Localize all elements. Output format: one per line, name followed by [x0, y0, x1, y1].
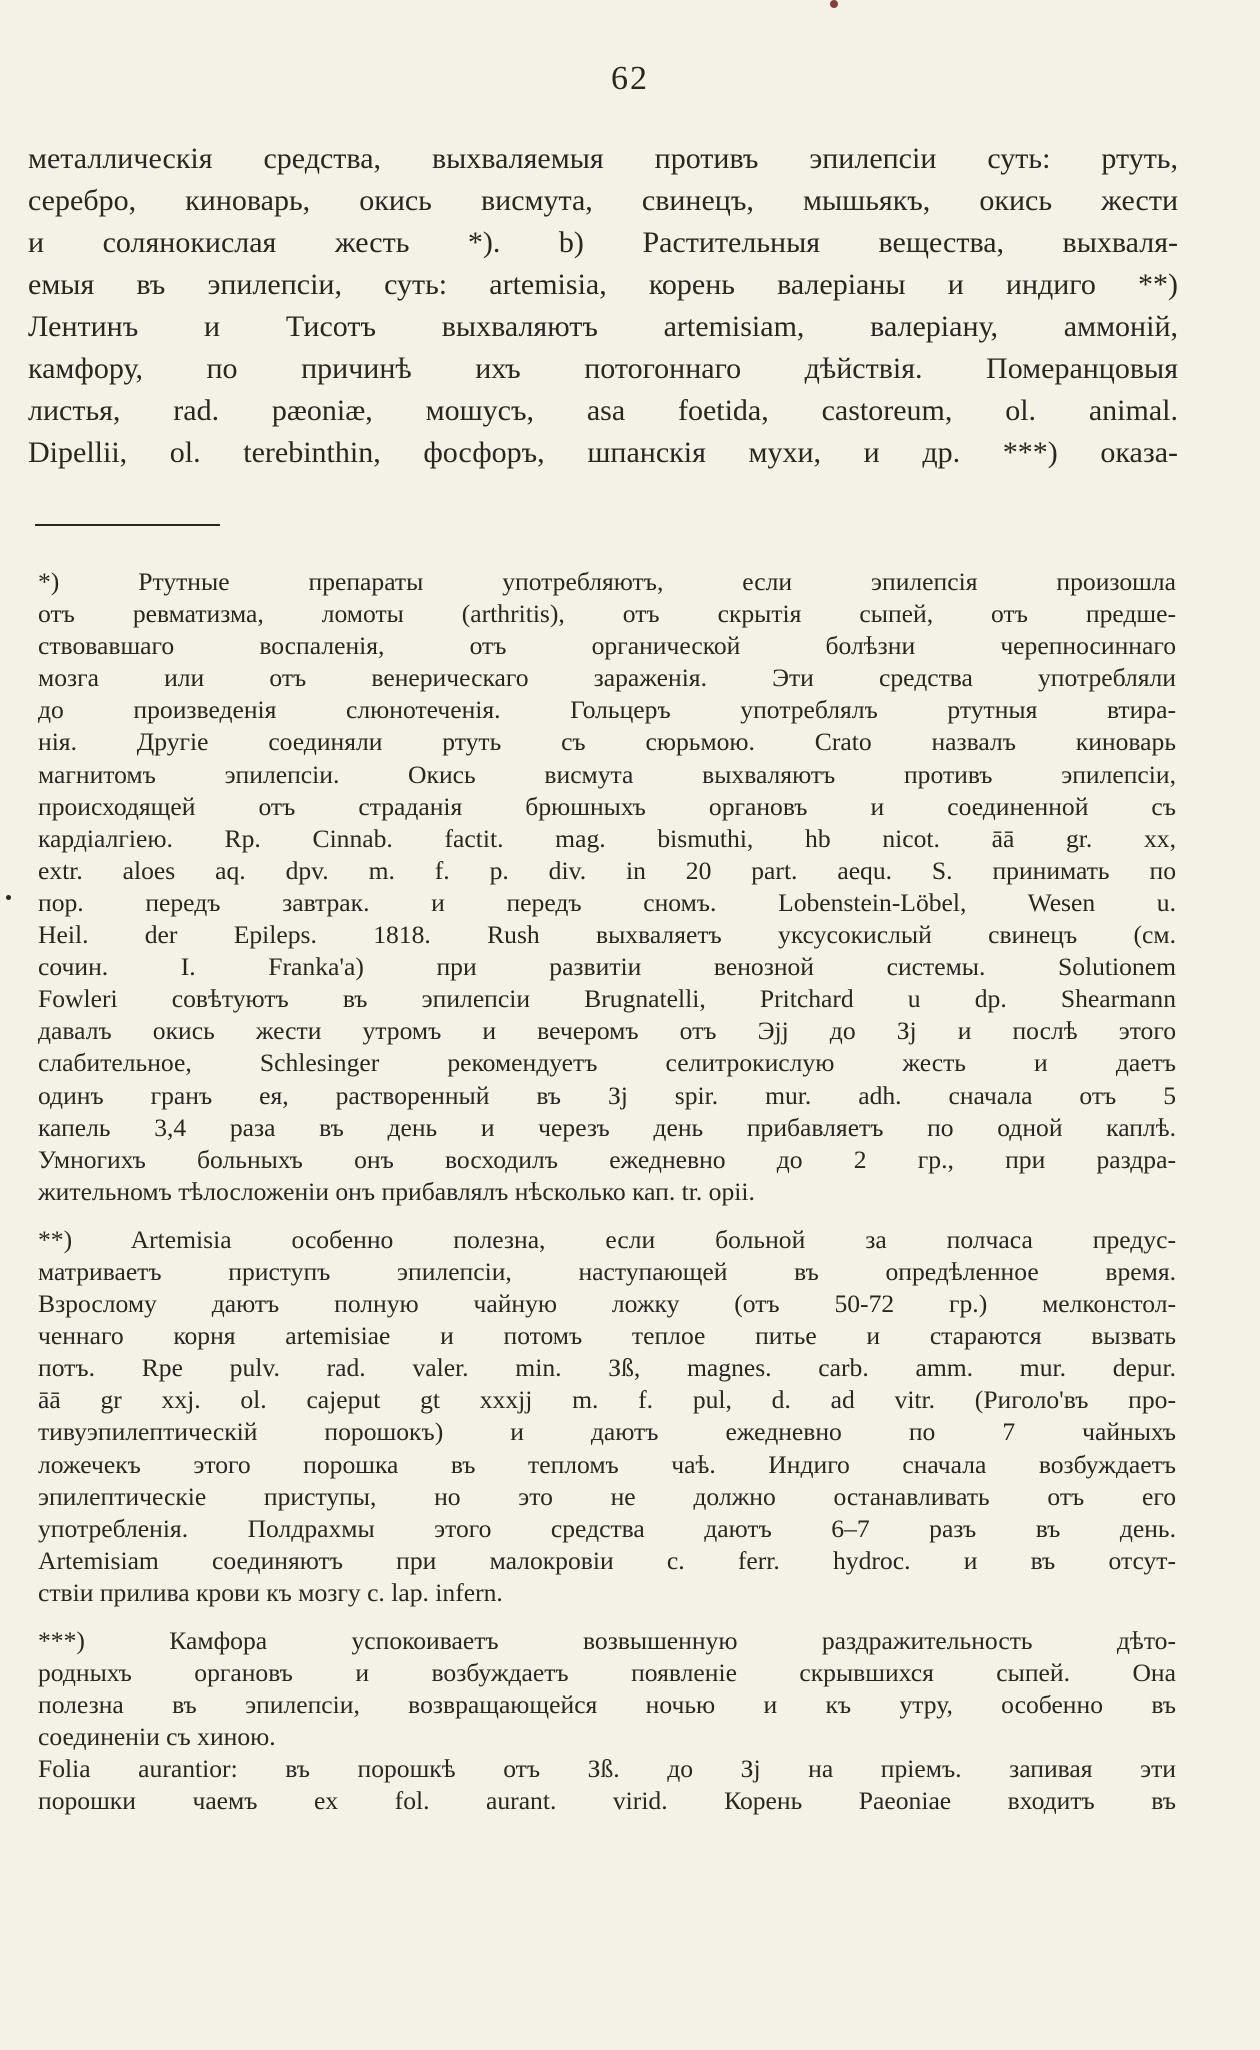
- margin-mark: [6, 895, 11, 900]
- footnote-line: нія. Другіе соединяли ртуть съ сюрьмою. Crato назвалъ киноварь: [38, 727, 1176, 757]
- main-line: и солянокислая жесть *). b) Растительныя вещества, выхваля-: [28, 226, 1178, 259]
- footnote-line: матриваетъ приступъ эпилепсіи, наступающей въ опредѣленное время.: [38, 1256, 1176, 1286]
- footnote-line: ложечекъ этого порошка въ тепломъ чаѣ. Индиго сначала возбуждаетъ: [38, 1449, 1176, 1479]
- footnote-line: *) Ртутные препараты употребляютъ, если эпилепсія произошла: [38, 567, 1176, 596]
- footnote-line: магнитомъ эпилепсіи. Окись висмута выхваляютъ противъ эпилепсіи,: [38, 759, 1176, 789]
- footnote-line: Folia aurantior: въ порошкѣ отъ Зß. до Зj на пріемъ. запивая эти: [38, 1754, 1176, 1784]
- footnote-line: происходящей отъ страданія брюшныхъ органовъ и соединенной съ: [38, 791, 1176, 821]
- footnote-line: Fowleri совѣтуютъ въ эпилепсіи Brugnatelli, Pritchard u dp. Shearmann: [38, 984, 1176, 1014]
- print-speck: [830, 0, 838, 8]
- main-text: [28, 138, 1178, 474]
- footnote-line: пор. передъ завтрак. и передъ сномъ. Lobenstein-Löbel, Wesen u.: [38, 887, 1176, 917]
- footnote-line: давалъ окись жести утромъ и вечеромъ отъ Эjj до Зj и послѣ этого: [38, 1016, 1176, 1046]
- main-line: Dipellii, ol. terebinthin, фосфоръ, шпанскія мухи, и др. ***) оказа-: [28, 436, 1178, 469]
- footnote-line: полезна въ эпилепсіи, возвращающейся ночью и къ утру, особенно въ: [38, 1690, 1176, 1720]
- footnote-line: до произведенія слюнотеченія. Гольцеръ употреблялъ ртутныя втира-: [38, 695, 1176, 725]
- footnote-line: эпилептическіе приступы, но это не должно останавливать отъ его: [38, 1481, 1176, 1511]
- footnote-line: кардіалгіею. Rp. Cinnab. factit. mag. bismuthi, hb nicot. āā gr. xx,: [38, 823, 1176, 853]
- footnote-line: ***) Камфора успокоиваетъ возвышенную раздражительность дѣто-: [38, 1626, 1176, 1655]
- footnote-line: **) Artemisia особенно полезна, если больной за полчаса предус-: [38, 1224, 1176, 1254]
- footnote-line: употребленія. Полдрахмы этого средства даютъ 6–7 разъ въ день.: [38, 1513, 1176, 1543]
- footnote-line: слабительное, Schlesinger рекомендуетъ селитрокислую жесть и даетъ: [38, 1048, 1176, 1078]
- footnote-line: отъ ревматизма, ломоты (arthritis), отъ скрытія сыпей, отъ предше-: [38, 599, 1176, 629]
- footnote-line: ченнаго корня artemisiae и потомъ теплое питье и стараются вызвать: [38, 1321, 1176, 1351]
- footnote-line: порошки чаемъ ex fol. aurant. virid. Корень Paeoniae входитъ въ: [38, 1786, 1176, 1816]
- main-line: металлическія средства, выхваляемыя противъ эпилепсіи суть: ртуть,: [28, 142, 1178, 175]
- footnotes: [38, 566, 1176, 1818]
- footnote-line: жительномъ тѣлосложеніи онъ прибавлялъ нѣсколько кап. tr. opii.: [38, 1176, 755, 1206]
- footnote-line: Умногихъ больныхъ онъ восходилъ ежедневно до 2 гр., при раздра-: [38, 1144, 1176, 1174]
- footnote-line: капель 3,4 раза въ день и черезъ день прибавляетъ по одной каплѣ.: [38, 1112, 1176, 1142]
- footnote-line: мозга или отъ венерическаго зараженія. Эти средства употребляли: [38, 663, 1176, 693]
- footnote-line: сочин. I. Franka'a) при развитіи венозной системы. Solutionem: [38, 952, 1176, 982]
- footnote-line: Heil. der Epileps. 1818. Rush выхваляетъ уксусокислый свинецъ (см.: [38, 920, 1176, 950]
- main-line: серебро, киноварь, окись висмута, свинецъ, мышьякъ, окись жести: [28, 184, 1178, 217]
- footnote-line: Artemisiam соединяютъ при малокровіи c. ferr. hydroc. и въ отсут-: [38, 1545, 1176, 1575]
- footnote-line: ствовавшаго воспаленія, отъ органической болѣзни черепносиннаго: [38, 631, 1176, 661]
- footnote-line: соединеніи съ хиною.: [38, 1722, 276, 1752]
- footnote-line: тивуэпилептическій порошокъ) и даютъ ежедневно по 7 чайныхъ: [38, 1417, 1176, 1447]
- footnote-line: āā gr xxj. ol. cajeput gt xxxjj m. f. pul, d. ad vitr. (Риголо'въ про-: [38, 1385, 1176, 1415]
- page-number: 62: [611, 60, 649, 97]
- footnote-1: [38, 566, 1176, 1208]
- main-line: емыя въ эпилепсіи, суть: artemisia, корень валеріаны и индиго **): [28, 268, 1178, 301]
- footnote-2: [38, 1224, 1176, 1609]
- footnote-line: Взрослому даютъ полную чайную ложку (отъ 50-72 гр.) мелконстол-: [38, 1289, 1176, 1319]
- footnote-separator: [35, 524, 220, 526]
- footnote-line: extr. aloes aq. dpv. m. f. p. div. in 20 part. aequ. S. принимать по: [38, 855, 1176, 885]
- main-line: листья, rad. pæoniæ, мошусъ, asa foetida, castoreum, ol. animal.: [28, 394, 1178, 427]
- main-line: Лентинъ и Тисотъ выхваляютъ artemisiam, валеріану, аммоній,: [28, 310, 1178, 343]
- footnote-line: родныхъ органовъ и возбуждаетъ появленіе скрывшихся сыпей. Она: [38, 1658, 1176, 1688]
- footnote-line: потъ. Rpe pulv. rad. valer. min. Зß, magnes. carb. amm. mur. depur.: [38, 1353, 1176, 1383]
- main-line: камфору, по причинѣ ихъ потогоннаго дѣйствія. Померанцовыя: [28, 352, 1178, 385]
- footnote-3: [38, 1625, 1176, 1818]
- footnote-line: ствіи прилива крови къ мозгу c. lap. infern.: [38, 1577, 503, 1607]
- footnote-line: одинъ гранъ ея, растворенный въ Зj spir. mur. adh. сначала отъ 5: [38, 1080, 1176, 1110]
